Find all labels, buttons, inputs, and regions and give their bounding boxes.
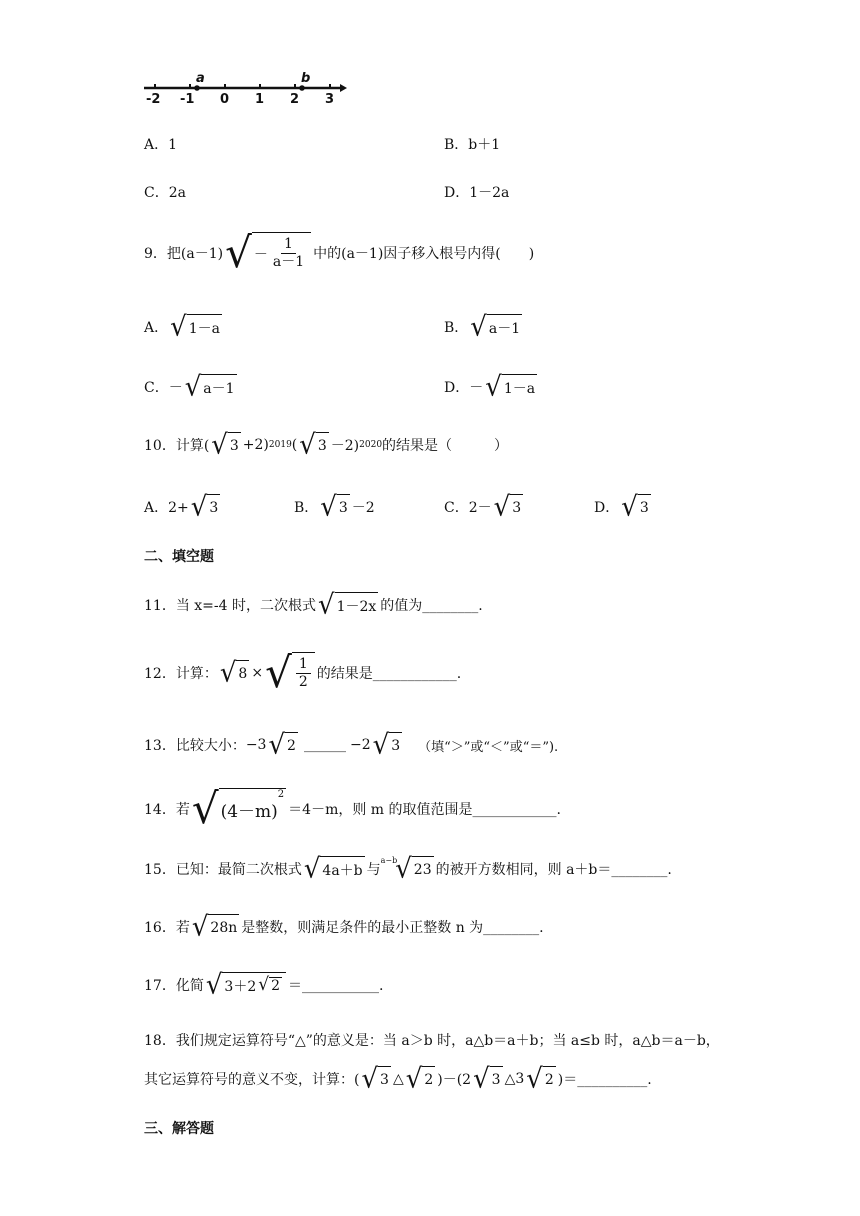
tick-label: 0 xyxy=(220,92,230,107)
question-11: 11．当 x=-4 时，二次根式 √ 1－2x 的值为________. xyxy=(144,589,483,621)
option-c[interactable]: C．2a xyxy=(144,185,186,201)
option-b[interactable]: B． √ a－1 xyxy=(444,311,521,343)
point-b-label: b xyxy=(301,71,311,86)
tick-label: 2 xyxy=(290,92,300,107)
question-18-line-1: 18．我们规定运算符号“△”的意义是：当 a＞b 时，a△b＝a＋b；当 a≤b 时，a△b＝a－b， xyxy=(144,1033,720,1049)
question-text: 中的(a－1)因子移入根号内得( ) xyxy=(313,246,535,262)
question-16: 16．若 √ 28n 是整数，则满足条件的最小正整数 n 为________. xyxy=(144,911,544,943)
option-d[interactable]: D．1－2a xyxy=(444,185,510,201)
tick-label: -2 xyxy=(146,92,161,107)
sqrt-expression: √ － $\frac{1}{a-1}$ xyxy=(225,232,311,274)
question-15: 15．已知：最简二次根式 √ 4a＋b 与 $^{a-b}$ √ 23 的被开方数相同，则 a＋b＝________. xyxy=(144,853,672,885)
option-b[interactable]: B． √ 3 －2 xyxy=(294,491,375,523)
option-b[interactable]: B．b＋1 xyxy=(444,137,501,153)
option-a[interactable]: A．1 xyxy=(144,137,178,153)
question-18-line-2: 其它运算符号的意义不变，计算：( √ 3 △ √ 2 )－(2 √ 3 △3 √ 2 )＝__________. xyxy=(144,1063,652,1095)
question-14: 14．若 √ (4－m) $^2$ ＝4－m，则 m 的取值范围是____________. xyxy=(144,784,561,833)
point-a-label: a xyxy=(196,71,205,86)
tick-label: 1 xyxy=(255,92,265,107)
option-c[interactable]: C．－ √ a－1 xyxy=(144,371,235,403)
option-a[interactable]: A． √ 1－a xyxy=(144,311,220,343)
question-text: 9．把(a－1) xyxy=(144,246,224,262)
question-17: 17．化简 √ 3＋2 √ 2 ＝___________. xyxy=(144,969,384,1001)
section-heading: 三、解答题 xyxy=(144,1121,214,1137)
option-a[interactable]: A．2+ √ 3 xyxy=(144,491,219,523)
question-9 xyxy=(144,228,535,277)
option-c[interactable]: C．2－ √ 3 xyxy=(444,491,522,523)
number-line xyxy=(140,68,350,108)
tick-label: 3 xyxy=(325,92,335,107)
question-13: 13．比较大小： −3 √ 2 ______ −2 √ 3 （填“＞”或“＜”或“＝”). xyxy=(144,729,559,761)
question-10: 10．计算( √ 3 +2) 2019 ( √ 3 －2) 2020 的结果是（ ） xyxy=(144,429,509,461)
question-12: 12．计算： √ 8 × √ $\frac{1}{2}$ 的结果是____________. xyxy=(144,648,462,697)
section-heading: 二、填空题 xyxy=(144,549,214,565)
option-d[interactable]: D． √ 3 xyxy=(594,491,649,523)
tick-label: -1 xyxy=(180,92,195,107)
option-d[interactable]: D．－ √ 1－a xyxy=(444,371,536,403)
